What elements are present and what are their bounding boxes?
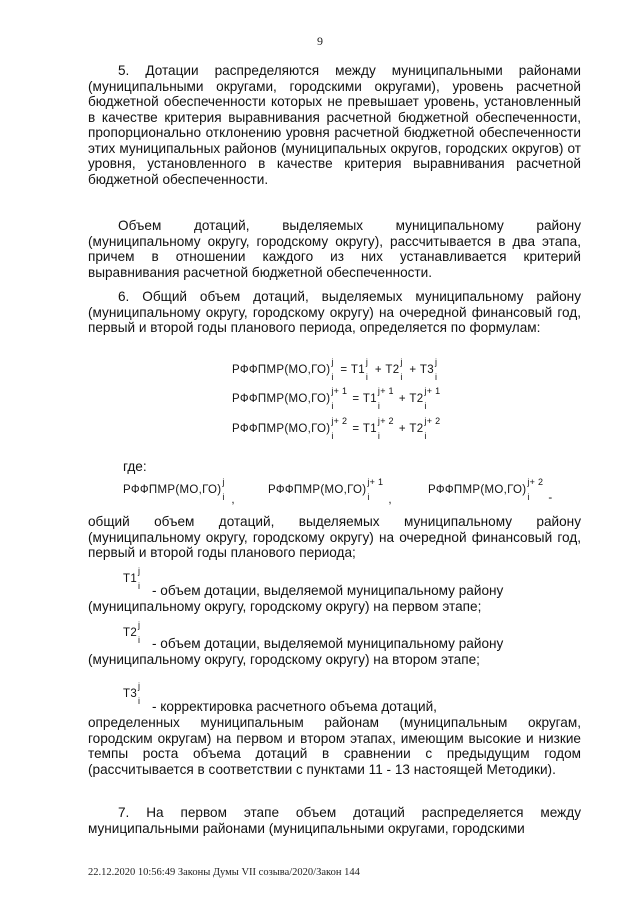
t1-symbol: Т1 j i xyxy=(123,566,141,591)
formula-2: РФФПМР(МО,ГО) j+ 1 i = Т1 j+ 1 i + Т2 j+ 1 i xyxy=(232,386,441,411)
def-symbol-a: РФФПМР(МО,ГО) j i , xyxy=(123,477,235,507)
t1-definition: - объем дотации, выделяемой муниципальному району xyxy=(152,583,504,598)
paragraph-6: 6. Общий объем дотаций, выделяемых муниципальному району (муниципальному округу, городскому округу) на очередной финансовый год, первый и второй годы планового периода, определяется по формулам: xyxy=(88,289,581,335)
formula-1: РФФПМР(МО,ГО) j i = Т1 j i + Т2 j i + Т3 j i xyxy=(232,357,438,382)
t2-definition-cont: (муниципальному округу, городскому округу) на втором этапе; xyxy=(88,652,480,667)
gde-label: где: xyxy=(123,459,147,474)
footer-stamp: 22.12.2020 10:56:49 Законы Думы VII созыва/2020/Закон 144 xyxy=(88,867,360,878)
t1-definition-cont: (муниципальному округу, городскому округу) на первом этапе; xyxy=(88,599,482,614)
t3-symbol: Т3 j i xyxy=(123,681,141,706)
def-symbol-b: РФФПМР(МО,ГО) j+ 1 i , xyxy=(268,477,392,507)
t2-definition: - объем дотации, выделяемой муниципальному району xyxy=(152,636,504,651)
paragraph-5-volume: Объем дотаций, выделяемых муниципальному району (муниципальному округу, городскому округу), рассчитывается в два этапа, причем в отношении каждого из них устанавливается критерий выравнивания расчетной бюджетной обеспеченности. xyxy=(88,218,581,280)
paragraph-5: 5. Дотации распределяются между муниципальными районами (муниципальными округами, городскими округами), уровень расчетной бюджетной обеспеченности которых не превышает уровень, установленный в качестве критерия выравнивания расчетной бюджетной обеспеченности, пропорционально отклонению уровня расчетной бюджетной обеспеченности этих муниципальных районов (муниципальных округов, городских округов) от уровня, установленного в качестве критерия выравнивания расчетной бюджетной обеспеченности. xyxy=(88,63,581,187)
paragraph-7: 7. На первом этапе объем дотаций распределяется между муниципальными районами (муниципальными округами, городскими xyxy=(88,805,581,836)
formula-3: РФФПМР(МО,ГО) j+ 2 i = Т1 j+ 2 i + Т2 j+ 2 i xyxy=(232,416,441,441)
definition-total: общий объем дотаций, выделяемых муниципальному району (муниципальному округу, городскому округу) на очередной финансовый год, первый и второй годы планового периода; xyxy=(88,514,581,560)
def-symbol-c: РФФПМР(МО,ГО) j+ 2 i - xyxy=(428,477,553,505)
t3-definition-cont: определенных муниципальным районам (муниципальным округам, городским округам) на первом и втором этапах, имеющим высокие и низкие темпы роста объема дотаций в сравнении с предыдущим годом (рассчитывается в соответствии с пунктами 11 - 13 настоящей Методики). xyxy=(88,715,581,777)
t2-symbol: Т2 j i xyxy=(123,620,141,645)
page-number: 9 xyxy=(317,34,323,48)
t3-definition: - корректировка расчетного объема дотаций, xyxy=(152,699,437,714)
